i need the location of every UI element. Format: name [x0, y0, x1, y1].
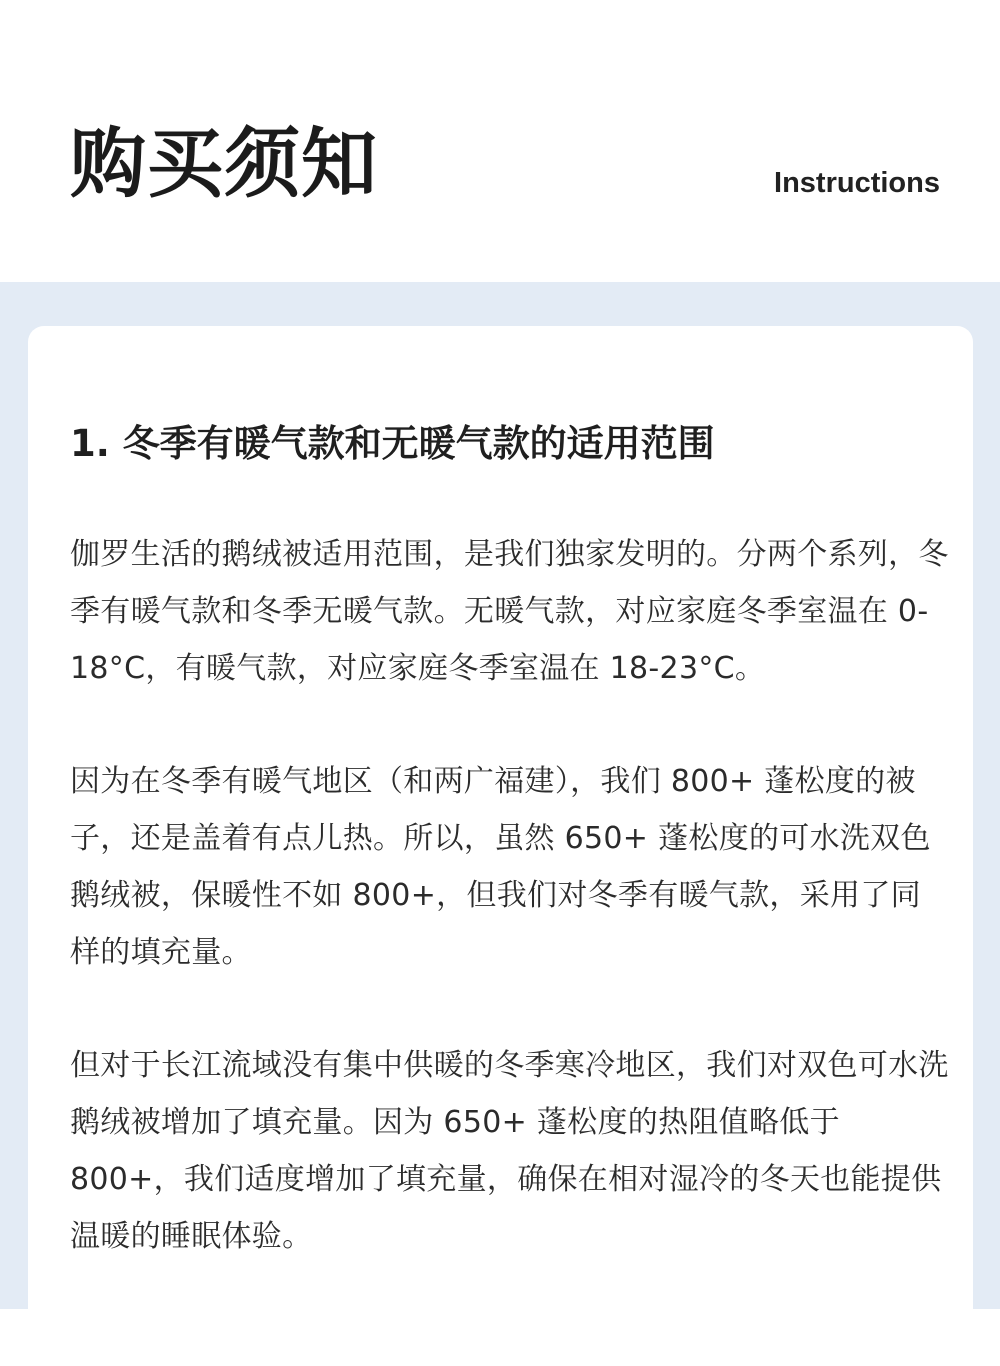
section-heading: 1. 冬季有暖气款和无暖气款的适用范围	[70, 422, 715, 465]
paragraph-1: 伽罗生活的鹅绒被适用范围，是我们独家发明的。分两个系列，冬季有暖气款和冬季无暖气款。无暖气款，对应家庭冬季室温在 0-18°C，有暖气款，对应家庭冬季室温在 18-23°C。	[70, 537, 949, 686]
page-title: 购买须知	[70, 119, 378, 208]
instruction-card	[28, 326, 973, 1366]
paragraph-2: 因为在冬季有暖气地区（和两广福建），我们 800+ 蓬松度的被子，还是盖着有点儿热。所以，虽然 650+ 蓬松度的可水洗双色鹅绒被，保暖性不如 800+，但我们对冬季有暖气款，采用了同样的填充量。	[70, 764, 931, 970]
page-header	[0, 0, 1000, 282]
page-subtitle: Instructions	[774, 167, 940, 199]
paragraph-3: 但对于长江流域没有集中供暖的冬季寒冷地区，我们对双色可水洗鹅绒被增加了填充量。因为 650+ 蓬松度的热阻值略低于 800+，我们适度增加了填充量，确保在相对湿冷的冬天也能提供温暖的睡眠体验。	[70, 1048, 949, 1254]
